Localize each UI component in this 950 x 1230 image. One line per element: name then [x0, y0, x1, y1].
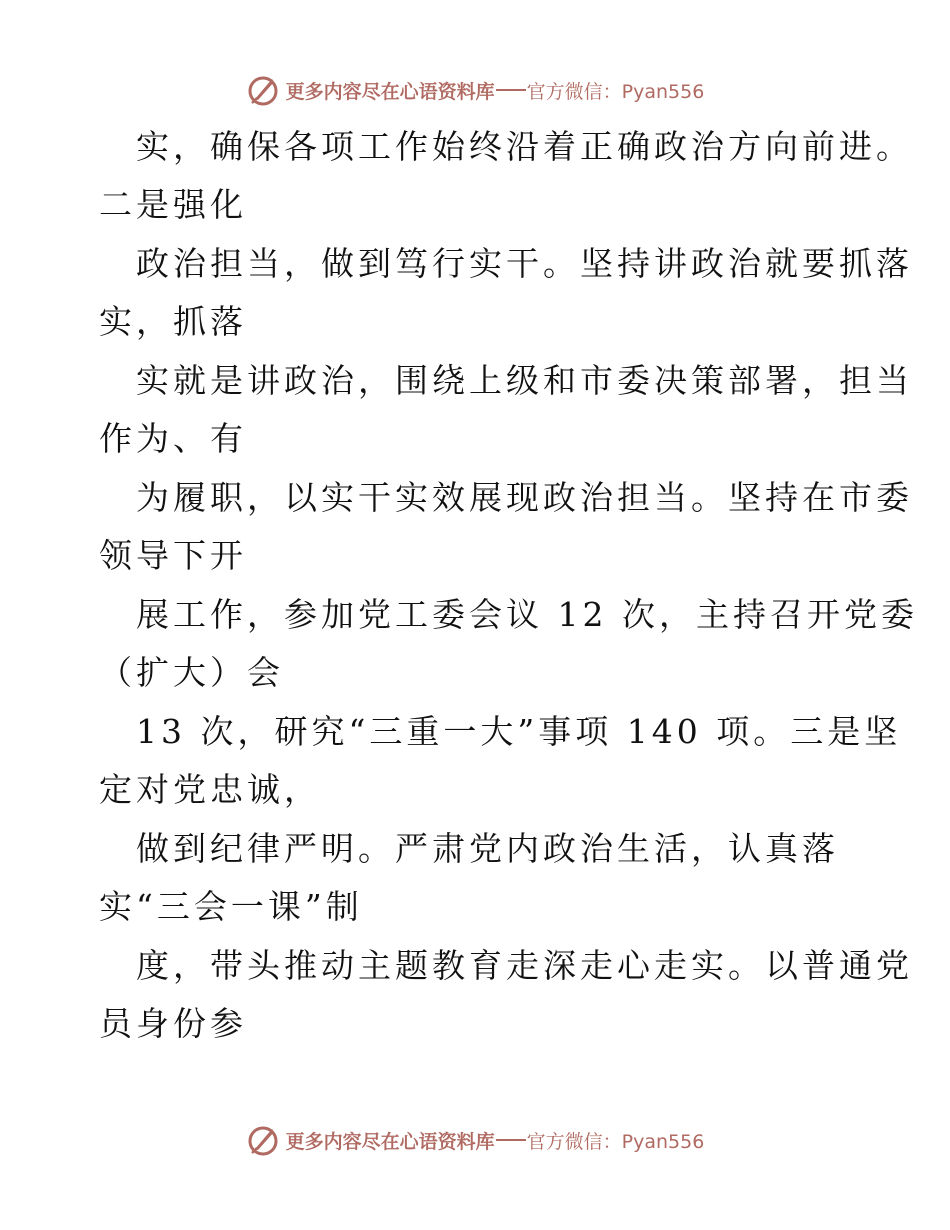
body-line: 实，抓落: [99, 302, 247, 341]
body-line: 实，确保各项工作始终沿着正确政治方向前进。: [136, 127, 913, 166]
body-line: 作为、有: [99, 419, 247, 458]
body-line: （扩大）会: [99, 653, 284, 692]
banner-wechat: 官方微信：Pyan556: [526, 1130, 705, 1153]
body-line: 13 次，研究“三重一大”事项 140 项。三是坚: [136, 712, 902, 751]
body-line: 实“三会一课”制: [99, 887, 363, 926]
quill-logo-icon: [246, 1123, 280, 1157]
body-line: 为履职，以实干实效展现政治担当。坚持在市委: [136, 478, 913, 517]
banner-wechat: 官方微信：Pyan556: [526, 80, 705, 103]
body-line: 政治担当，做到笃行实干。坚持讲政治就要抓落: [136, 244, 913, 283]
body-line: 二是强化: [99, 185, 247, 224]
banner-divider: [496, 1139, 526, 1141]
banner-divider: [496, 89, 526, 91]
body-line: 展工作，参加党工委会议 12 次，主持召开党委: [136, 595, 918, 634]
body-line: 实就是讲政治，围绕上级和市委决策部署，担当: [136, 361, 913, 400]
header-banner: [0, 70, 950, 110]
body-line: 做到纪律严明。严肃党内政治生活，认真落: [136, 829, 839, 868]
banner-title: 更多内容尽在心语资料库: [285, 1130, 495, 1153]
quill-logo-icon: [246, 73, 280, 107]
body-line: 度，带头推动主题教育走深走心走实。以普通党: [136, 946, 913, 985]
body-line: 员身份参: [99, 1004, 247, 1043]
body-line: 领导下开: [99, 536, 247, 575]
banner-title: 更多内容尽在心语资料库: [285, 80, 495, 103]
footer-banner: [0, 1120, 950, 1160]
body-line: 定对党忠诚，: [99, 770, 321, 809]
